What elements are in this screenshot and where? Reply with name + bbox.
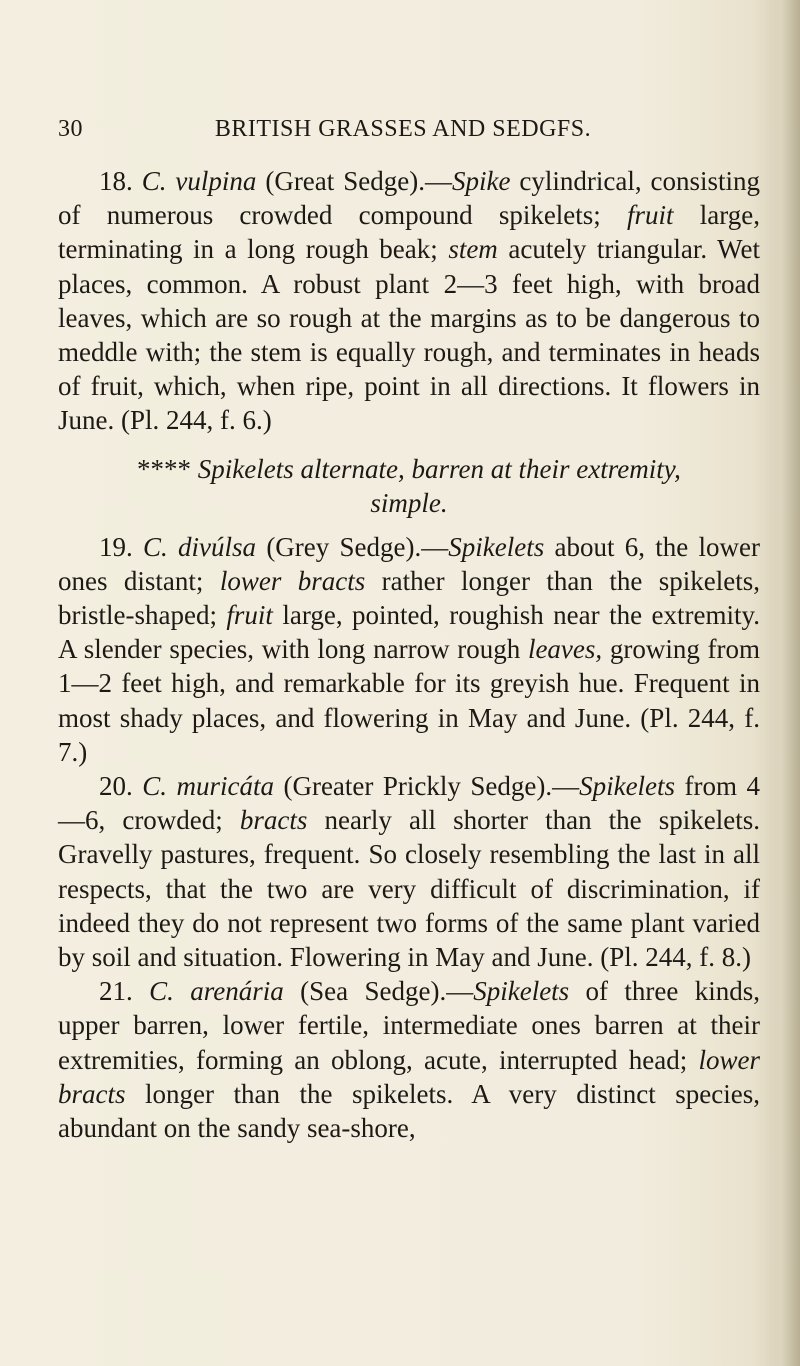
body-text — [58, 164, 760, 1145]
entry-19: 19. C. divúlsa (Grey Sedge).—Spikelets about 6, the lower ones distant; lower bracts rather longer than the spikelets, bristle-shaped; fruit large, pointed, roughish near the extremity. A slender species, with long narrow rough leaves, growing from 1—2 feet high, and remarkable for its greyish hue. Frequent in most shady places, and flowering in May and June. (Pl. 244, f. 7.) — [58, 531, 761, 767]
species-name: arenária — [190, 976, 284, 1007]
entry-21: 21. C. arenária (Sea Sedge).—Spikelets of three kinds, upper barren, lower fertile, intermediate ones barren at their extremities, forming an oblong, acute, interrupted head; lower bracts longer than the spikelets. A very distinct species, abundant on the sandy sea-shore, — [58, 976, 761, 1144]
running-head — [58, 116, 748, 152]
species-name: divúlsa — [178, 531, 257, 562]
species-name: vulpina — [175, 166, 257, 196]
entry-18: 18. C. vulpina (Great Sedge).—Spike cylindrical, consisting of numerous crowded compound spikelets; fruit large, terminating in a long rough beak; stem acutely triangular. Wet places, common. A robust plant 2—3 feet high, with broad leaves, which are so rough at the margins as to be dangerous to meddle with; the stem is equally rough, and terminates in heads of fruit, which, when ripe, point in all directions. It flowers in June. (Pl. 244, f. 6.) — [58, 166, 761, 436]
page-number: 30 — [58, 116, 83, 142]
page-edge-shadow — [766, 0, 800, 1366]
page-title: BRITISH GRASSES AND SEDGFS. — [214, 116, 592, 142]
section-heading: **** Spikelets alternate, barren at their extremity, simple. — [137, 453, 681, 518]
entry-20: 20. C. muricáta (Greater Prickly Sedge).—Spikelets from 4—6, crowded; bracts nearly all shorter than the spikelets. Gravelly pastures, frequent. So closely resembling the last in all respects, that the two are very difficult of discrimination, if indeed they do not represent two forms of the same plant varied by soil and situation. Flowering in May and June. (Pl. 244, f. 8.) — [58, 771, 760, 973]
species-name: muricáta — [176, 771, 274, 802]
